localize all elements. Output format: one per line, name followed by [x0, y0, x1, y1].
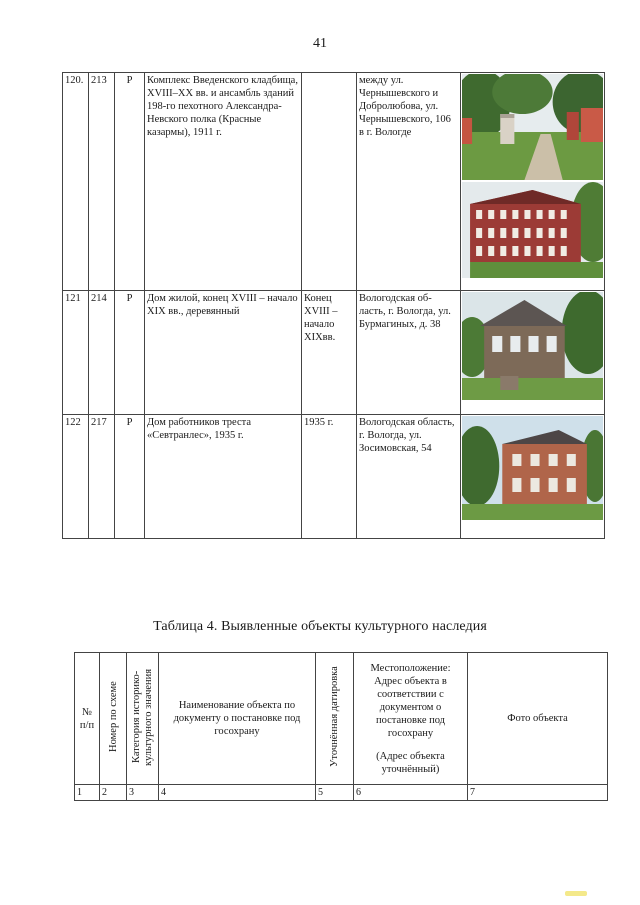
address: Вологодская об-ласть, г. Вологда, ул. Бурмагиных, д. 38: [357, 291, 461, 415]
row-number: 121: [63, 291, 89, 415]
header-location-main: Местоположение: Адрес объекта в соответствии с документом о постановке под госохрану: [370, 662, 451, 739]
header-category: [127, 653, 159, 785]
column-number: 6: [354, 785, 468, 801]
table-header-row: [75, 653, 608, 785]
heritage-table-continued: [62, 72, 605, 539]
scheme-number: 213: [89, 73, 115, 291]
category: Р: [115, 73, 145, 291]
header-category-label: Категория историко-культурного значения: [130, 667, 154, 766]
column-number: 4: [159, 785, 316, 801]
dating: [302, 73, 357, 291]
scan-smudge: [565, 891, 587, 896]
photo-cell: [461, 73, 605, 291]
header-dating-label: Уточнённая датировка: [329, 666, 340, 767]
header-photo: Фото объекта: [468, 653, 608, 785]
row-number: 120.: [63, 73, 89, 291]
page-number: 41: [313, 36, 327, 51]
scheme-number: 217: [89, 415, 115, 539]
identified-objects-table: [74, 652, 608, 801]
object-name: Дом работников треста «Севтранлес», 1935 г.: [145, 415, 302, 539]
column-number: 5: [316, 785, 354, 801]
column-number: 2: [100, 785, 127, 801]
row-number: 122: [63, 415, 89, 539]
header-scheme-label: Номер по схеме: [107, 681, 119, 752]
header-dating: [316, 653, 354, 785]
red-barracks-photo: [462, 182, 603, 278]
cemetery-gate-photo: [462, 74, 603, 180]
column-number-row: [75, 785, 608, 801]
wooden-house-photo: [462, 292, 603, 400]
column-number: 1: [75, 785, 100, 801]
category: Р: [115, 415, 145, 539]
table-row: [63, 415, 605, 539]
header-location: [354, 653, 468, 785]
photo-cell: [461, 291, 605, 415]
photo-cell: [461, 415, 605, 539]
dating: Конец XVIII – начало XIXвв.: [302, 291, 357, 415]
table-row: [63, 291, 605, 415]
header-num: № п/п: [75, 653, 100, 785]
column-number: 3: [127, 785, 159, 801]
category: Р: [115, 291, 145, 415]
trust-house-photo: [462, 416, 603, 520]
table-row: [63, 73, 605, 291]
object-name: Дом жилой, конец XVIII – начало XIX вв., деревянный: [145, 291, 302, 415]
header-scheme: [100, 653, 127, 785]
header-name: Наименование объекта по документу о постановке под госохрану: [159, 653, 316, 785]
header-location-note: (Адрес объекта уточнённый): [376, 750, 445, 775]
column-number: 7: [468, 785, 608, 801]
table4-title: Таблица 4. Выявленные объекты культурного наследия: [153, 619, 487, 634]
object-name: Комплекс Введенского кладбища, XVIII–XX вв. и ансамбль зданий 198-го пехотного Александра-Невского полка (Красные казармы), 1911 г.: [145, 73, 302, 291]
dating: 1935 г.: [302, 415, 357, 539]
address: между ул. Чернышевского и Добролюбова, ул. Чернышевского, 106 в г. Вологде: [357, 73, 461, 291]
scheme-number: 214: [89, 291, 115, 415]
address: Вологодская область, г. Вологда, ул. Зосимовская, 54: [357, 415, 461, 539]
